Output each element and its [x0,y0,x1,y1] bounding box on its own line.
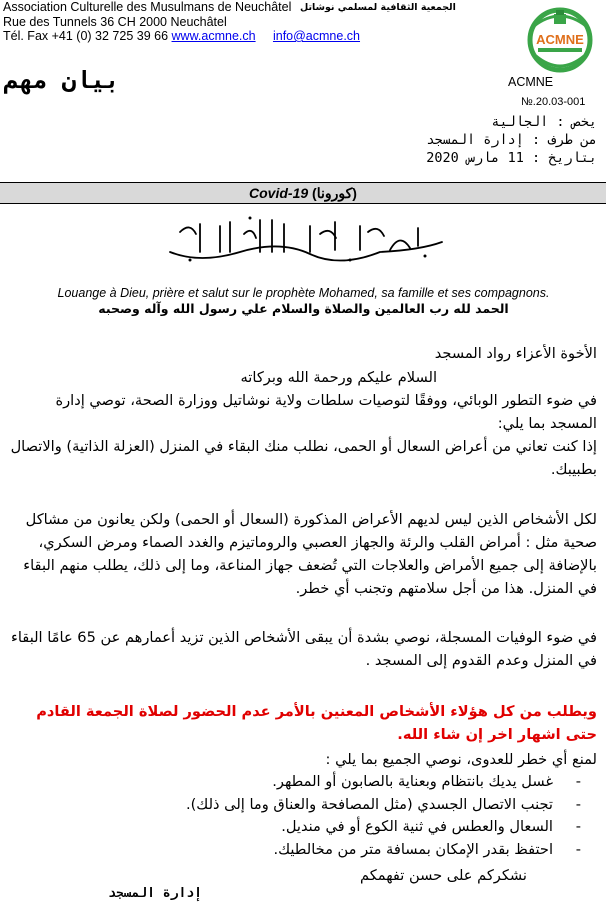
paragraph-6: لمنع أي خطر للعدوى، نوصي الجميع بما يلي : [325,751,597,768]
announcement-title: بيان مهم [4,66,120,94]
banner-title: Covid-19 [249,185,309,201]
meta-date: بتاريخ : 11 مارس 2020 [426,150,597,166]
list-item: - احتفظ بقدر الإمكان بمسافة متر من مخالطيك. [167,839,587,862]
org-code: ACMNE [508,75,554,89]
reference-number: №.20.03-001 [521,96,586,108]
praise-fr: Louange à Dieu, prière et salut sur le prophète Mohamed, sa famille et ses compagnons. [57,286,550,300]
paragraph-2: إذا كنت تعاني من أعراض السعال أو الحمى، نطلب منك البقاء في المنزل (العزلة الذاتية) والاتصال بطبيبك. [10,438,597,478]
paragraph-1: في ضوء التطور الوبائي، ووفقًا لتوصيات سلطات ولاية نوشاتيل ووزارة الصحة، توصي إدارة المسجد بما يلي: [55,392,597,432]
org-name-ar: الجمعية الثقافية لمسلمي نوشاتل [300,2,456,13]
phone-fax: Tél. Fax +41 (0) 32 725 39 66 [3,29,169,43]
paragraph-3: لكل الأشخاص الذين ليس لديهم الأعراض المذكورة (السعال أو الحمى) ولكن يعانون من مشاكل صحية مثل : أمراض القلب والرئة والجهاز العصبي والروماتيزم والغدد الصماء ومرض السكري، بالإضافة إلى جميع الأمراض والعلاجات التي تُضعف جهاز المناعة، وما إلى ذلك، يطلب منهم البقاء في المنزل. هذا من أجل سلامتهم وتجنب أي خطر. [23,511,597,597]
org-name-fr: Association Culturelle des Musulmans de Neuchâtel [3,0,292,14]
acmne-logo-icon [520,6,600,76]
paragraph-red-notice: ويطلب من كل هؤلاء الأشخاص المعنين بالأمر عدم الحضور لصلاة الجمعة القادم حتى اشهار اخر إن شاء الله. [36,703,597,743]
address: Rue des Tunnels 36 CH 2000 Neuchâtel [3,14,227,29]
salam: السلام عليكم ورحمة الله وبركاته [240,369,437,386]
meta-subject: يخص : الجالية [491,114,597,130]
email-link[interactable]: info@acmne.ch [272,29,361,43]
praise-ar: الحمد لله رب العالمين والصلاة والسلام علي رسول الله وآله وصحبه [98,301,509,316]
list-item: - غسل يديك بانتظام وبعناية بالصابون أو المطهر. [167,771,587,794]
covid-banner [0,182,606,204]
banner-title-ar: (كورونا) [312,185,357,201]
thanks: نشكركم على حسن تفهمكم [359,867,527,884]
greeting: الأخوة الأعزاء رواد المسجد [434,345,597,362]
list-item: - تجنب الاتصال الجسدي (مثل المصافحة والعناق وما إلى ذلك). [167,794,587,817]
contact-line [3,29,360,44]
list-item: - السعال والعطس في ثنية الكوع أو في منديل. [167,816,587,839]
meta-from: من طرف : إدارة المسجد [426,132,597,148]
website-link[interactable]: www.acmne.ch [171,29,256,43]
signature: إدارة المسجد [108,886,202,901]
paragraph-4: في ضوء الوفيات المسجلة، نوصي بشدة أن يبقى الأشخاص الذين تزيد أعمارهم عن 65 عامًا البقاء في المنزل وعدم القدوم إلى المسجد . [11,629,597,669]
logo-text: ACMNE [536,32,584,47]
basmala-calligraphy [160,212,450,267]
recommendations-list [167,771,587,861]
